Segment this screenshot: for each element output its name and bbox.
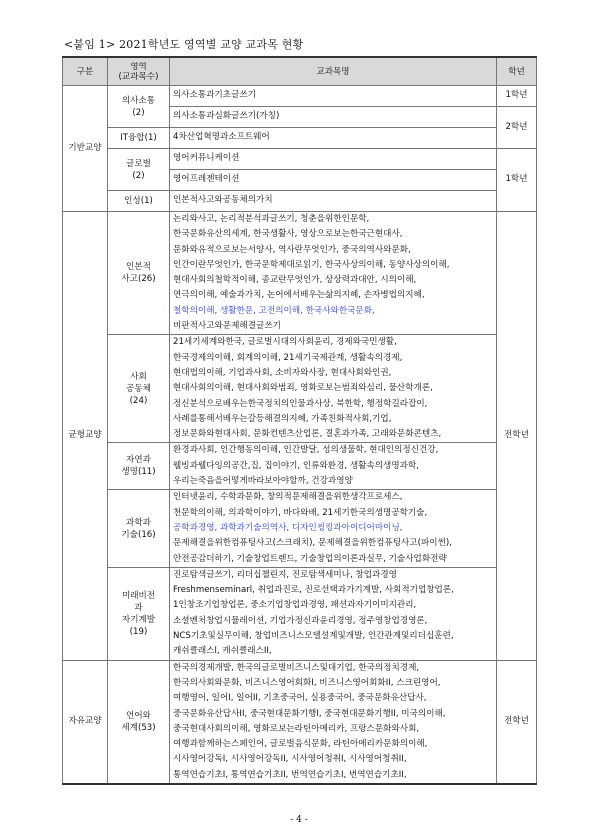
- course-cell: 의사소통과심화글쓰기(가칭): [170, 107, 497, 128]
- area-it: IT융합(1): [108, 128, 170, 149]
- table-row: [63, 490, 537, 567]
- table-header-row: [63, 57, 537, 86]
- table-caption: <붙임 1> 2021학년도 영역별 교양 교과목 현황: [64, 38, 304, 51]
- category-balanced: 균형교양: [63, 212, 108, 661]
- table-row: [63, 567, 537, 660]
- category-free: 자유교양: [63, 660, 108, 784]
- table-row: [63, 660, 537, 784]
- course-cell: 영어프레젠테이션: [170, 170, 497, 191]
- area-future-vision: 미래비전 과 자기계발 (19): [108, 567, 170, 660]
- header-area: 영역 (교과목수): [108, 57, 170, 86]
- header-category: 구분: [63, 57, 108, 86]
- course-cell: 21세기세계와한국, 글로벌시대의사회윤리, 경제와국민생활, 한국경제의이해, 회계의이해, 21세기국제관계, 생활속의경제, 현대법의이해, 기업과사회, 소비자와사장, 현대사회와인권, 현대사회의이해, 현대사회와범죄, 영화로보는범죄와심리, 물산학개론, 정신분석으로배우는한국정치의인물과사상, 북한학, 행정학길라잡이, 사례를통해서배우는갈등해결의지혜, 가족친화적사회,기업, 정보문화와현대사회, 문화컨텐츠산업론, 결혼과가족, 고래와문화콘텐츠,: [170, 335, 497, 443]
- year-cell: 2학년: [497, 107, 537, 149]
- area-science-technology: 과학과 기술(16): [108, 490, 170, 567]
- header-courses: 교과목명: [170, 57, 497, 86]
- table-row: [63, 335, 537, 443]
- table-row: [63, 443, 537, 490]
- year-cell: 1학년: [497, 149, 537, 212]
- area-global: 글로벌 (2): [108, 149, 170, 191]
- course-cell: 환경과사회, 인간행동의이해, 인간발달, 성의생물학, 현대인의정신건강, 웰빙과웰다잉의공간,집, 집이야기, 인류와환경, 생활속의생명과학, 우리는죽음을어떻게바라보아야할까, 건강과영양: [170, 443, 497, 490]
- area-nature-life: 자연과 생명(11): [108, 443, 170, 490]
- table-row: [63, 128, 537, 149]
- course-cell: 논리와사고, 논리적분석과글쓰기, 청춘을위한인문학, 한국문화유산의세계, 한국생활사, 영상으로보는한국근현대사, 문화와유적으로보는서양사, 역사란무엇인가, 중국의역사와문화, 인간이란무엇인가, 한국문학제대로읽기, 한국사상의이해, 동양사상의이해, 현대사회의철학적이해, 종교란무엇인가, 상상력과대안, 시의이해, 연극의이해, 예술과가치, 논어에서배우는삶의지혜, 손자병법의지혜, 철학의이해, 생활한문, 고전의이해, 한국사와한국문화, 비판적사고와문제해결글쓰기: [170, 212, 497, 335]
- year-cell: 전학년: [497, 212, 537, 661]
- course-cell: 인터넷윤리, 수학과문화, 창의적문제해결을위한생각프로세스, 천문학의이해, 의과학이야기, 바다와배, 21세기한국의생명공학기술, 공학과경영, 과학과기술의역사, 디자인씽킹과아이디어마이닝, 문제해결을위한컴퓨팅사고(스크래치), 문제해결을위한컴퓨팅사고(파이썬), 안전공감더하기, 기술창업트렌드, 기술창업의이론과실무, 기술사업화전략: [170, 490, 497, 567]
- year-cell: 1학년: [497, 86, 537, 107]
- year-cell: 전학년: [497, 660, 537, 784]
- course-cell: 의사소통과기초글쓰기: [170, 86, 497, 107]
- course-cell: 영어커뮤니케이션: [170, 149, 497, 170]
- table-row: [63, 86, 537, 107]
- header-year: 학년: [497, 57, 537, 86]
- table-row: [63, 191, 537, 212]
- course-cell: 인본적사고와공동체의가치: [170, 191, 497, 212]
- table-row: [63, 212, 537, 335]
- area-character: 인성(1): [108, 191, 170, 212]
- page-number: - 4 -: [290, 815, 308, 825]
- table-row: [63, 149, 537, 170]
- course-cell: 한국의경제개발, 한국의글로벌비즈니스및대기업, 한국의정치경제, 한국의사회와문화, 비즈니스영어회화I, 비즈니스영어회화II, 스크린영어, 여행영어, 일어I, 일어II, 기초중국어, 실용중국어, 중국문화유산답사, 중국문화유산답사II, 중국현대문화기행I, 중국현대문화기행II, 미국의이해, 중국현대사회의이해, 영화로보는라틴아메리카, 프랑스문화와사회, 여행과함께하는스페인어, 글로벌음식문화, 라틴아메리카문화의이해, 시사영어강독I, 시사영어강독II, 시사영어청취I, 시사영어청취II, 통역연습기초I, 통역연습기초II, 번역연습기초I, 번역연습기초II,: [170, 660, 497, 784]
- course-cell: 4차산업혁명과소프트웨어: [170, 128, 497, 149]
- area-humanistic-thinking: 인본적 사고(26): [108, 212, 170, 335]
- area-language-world: 언어와 세계(53): [108, 660, 170, 784]
- liberal-arts-course-table: [62, 56, 537, 785]
- area-communication: 의사소통 (2): [108, 86, 170, 128]
- category-basic: 기반교양: [63, 86, 108, 212]
- area-social-community: 사회 공동체 (24): [108, 335, 170, 443]
- course-cell: 진로탐색글쓰기, 리더십챌린지, 진로탐색세미나, 창업과경영 Freshmenseminarl, 취업과진로, 진로선택과가기계발, 사회적기업창업론, 1인창조기업창업론, 중소기업창업과경영, 패션과자기이미지관리, 소셜벤처창업시뮬레이션, 기업가정신과윤리경영, 정주영창업경영론, NCS기초및실무이해, 창업비즈니스모델설계및개발, 인간관계및리더십훈련, 캐쉬클래스l, 캐쉬클래스II,: [170, 567, 497, 660]
